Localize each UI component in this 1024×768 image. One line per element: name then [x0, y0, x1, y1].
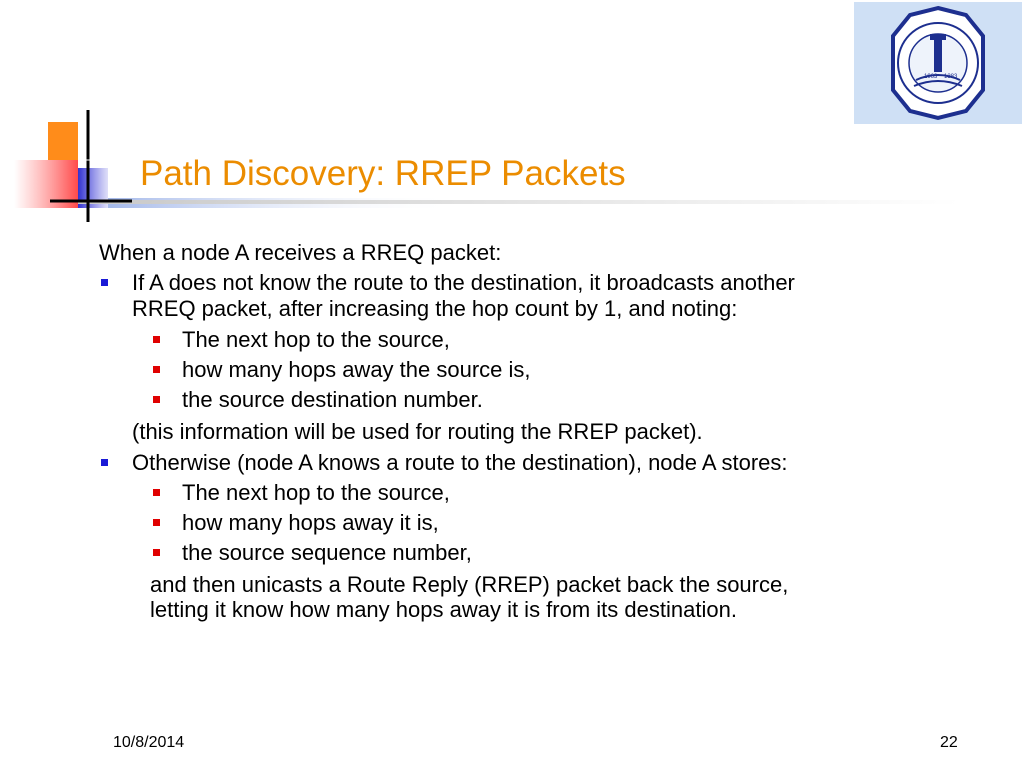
sub-item: The next hop to the source, — [182, 480, 450, 505]
sub-item: The next hop to the source, — [182, 327, 450, 352]
sub-item: how many hops away it is, — [182, 510, 439, 535]
orange-square — [48, 122, 78, 160]
level2-bullet-icon — [153, 519, 160, 526]
university-seal-logo — [854, 2, 1022, 124]
title-rule — [78, 200, 960, 204]
intro-text: When a node A receives a RREQ packet: — [99, 240, 502, 265]
level2-bullet-icon — [153, 489, 160, 496]
level2-bullet-icon — [153, 396, 160, 403]
sub-item: the source sequence number, — [182, 540, 472, 565]
bullet-2-note-line-2: letting it know how many hops away it is from its destination. — [150, 597, 737, 622]
sub-item: the source destination number. — [182, 387, 483, 412]
bullet-1-note: (this information will be used for routing the RREP packet). — [132, 419, 703, 444]
footer-date: 10/8/2014 — [113, 734, 185, 751]
blue-square — [78, 168, 108, 208]
bullet-2-line-1: Otherwise (node A knows a route to the destination), node A stores: — [132, 450, 788, 475]
blue-band — [108, 198, 458, 208]
bullet-1-line-1: If A does not know the route to the destination, it broadcasts another — [132, 270, 795, 295]
red-square — [14, 160, 78, 208]
level2-bullet-icon — [153, 549, 160, 556]
level1-bullet-icon — [101, 279, 108, 286]
page-number: 22 — [940, 734, 958, 751]
sub-item: how many hops away the source is, — [182, 357, 531, 382]
level1-bullet-icon — [101, 459, 108, 466]
level2-bullet-icon — [153, 366, 160, 373]
bullet-1-line-2: RREQ packet, after increasing the hop count by 1, and noting: — [132, 296, 738, 321]
level2-bullet-icon — [153, 336, 160, 343]
slide-title: Path Discovery: RREP Packets — [140, 154, 626, 193]
bullet-2-note-line-1: and then unicasts a Route Reply (RREP) packet back the source, — [150, 572, 789, 597]
svg-text:1963: 1963 — [924, 74, 938, 80]
svg-text:1383: 1383 — [944, 74, 958, 80]
